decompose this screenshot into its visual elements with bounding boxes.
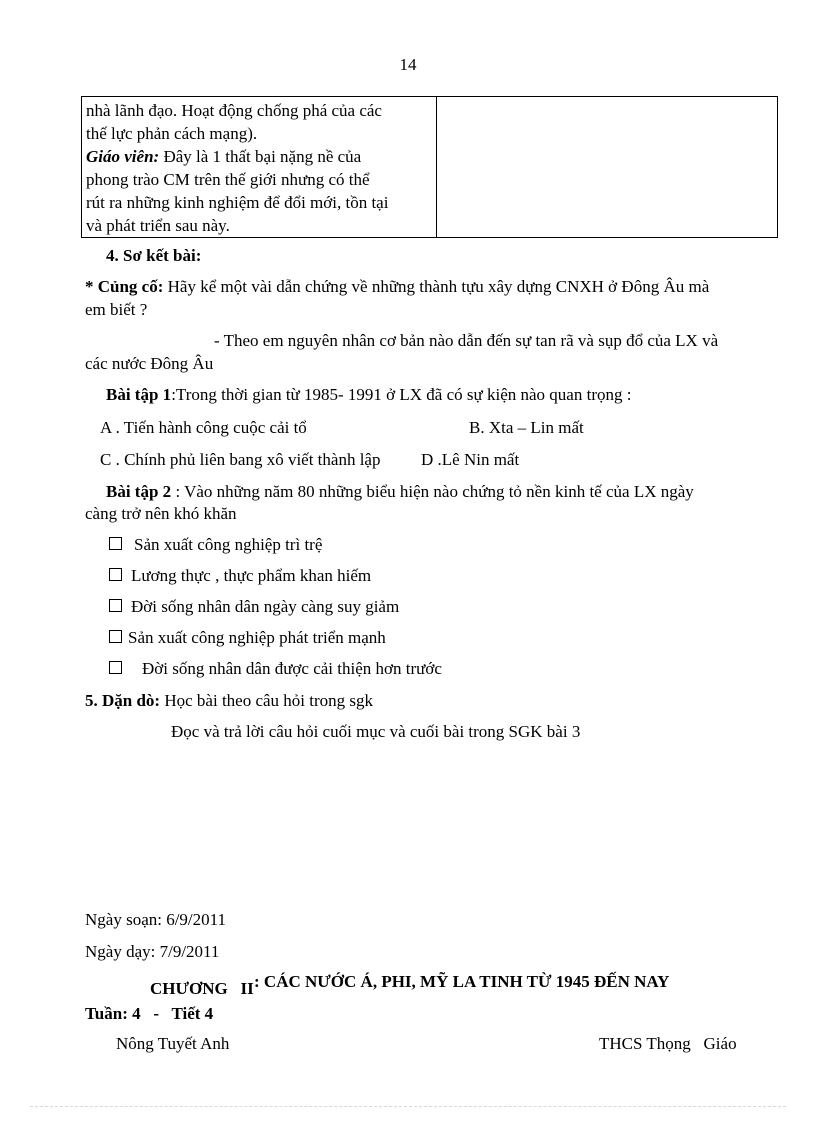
checkbox-label: Sản xuất công nghiệp phát triển mạnh [128, 628, 386, 647]
option-b: B. Xta – Lin mất [469, 418, 584, 437]
chapter-title: : CÁC NƯỚC Á, PHI, MỸ LA TINH TỪ 1945 ĐẾN NAY [254, 972, 670, 991]
exercise-2-label: Bài tập 2 [106, 482, 172, 501]
week-lesson: Tuần: 4 - Tiết 4 [85, 1004, 214, 1023]
homework-text: Học bài theo câu hỏi trong sgk [160, 691, 374, 710]
date-taught: Ngày dạy: 7/9/2011 [85, 942, 220, 961]
checkbox-item[interactable] [109, 659, 442, 679]
consolidate-text-2: em biết ? [85, 300, 148, 319]
consolidate-text: Hãy kể một vài dẫn chứng về những thành tựu xây dựng CNXH ở Đông Âu mà [163, 277, 710, 296]
table-line: rút ra những kinh nghiệm để đổi mới, tồn tại [86, 193, 389, 212]
option-c: C . Chính phủ liên bang xô viết thành lập [100, 450, 381, 469]
checkbox-square-icon[interactable] [109, 630, 122, 643]
table-left-cell [82, 97, 437, 238]
summary-heading: 4. Sơ kết bài: [106, 246, 202, 265]
question-2-line-1: - Theo em nguyên nhân cơ bản nào dẫn đến sự tan rã và sụp đổ của LX và [214, 331, 719, 350]
checkbox-item[interactable] [109, 535, 322, 555]
checkbox-label: Sản xuất công nghiệp trì trệ [134, 535, 323, 554]
checkbox-label: Đời sống nhân dân ngày càng suy giảm [131, 597, 400, 616]
checkbox-square-icon[interactable] [109, 599, 122, 612]
exercise-1-line [106, 385, 631, 405]
checkbox-square-icon[interactable] [109, 661, 122, 674]
option-a: A . Tiến hành công cuộc cải tổ [100, 418, 307, 437]
checkbox-label: Đời sống nhân dân được cải thiện hơn trước [142, 659, 442, 678]
date-prepared: Ngày soạn: 6/9/2011 [85, 910, 227, 929]
table-line: nhà lãnh đạo. Hoạt động chống phá của các [86, 101, 382, 120]
table-right-cell [437, 97, 778, 238]
checkbox-item[interactable] [109, 597, 399, 617]
exercise-2-text: : Vào những năm 80 những biểu hiện nào chứng tỏ nền kinh tế của LX ngày [171, 482, 694, 501]
homework-text-2: Đọc và trả lời câu hỏi cuối mục và cuối bài trong SGK bài 3 [171, 722, 581, 741]
consolidate-line [85, 277, 709, 297]
teacher-line [86, 145, 432, 168]
chapter-label: CHƯƠNG II [150, 979, 254, 998]
table-row [82, 97, 778, 238]
teacher-text: Đây là 1 thất bại nặng nề của [159, 147, 362, 166]
lesson-table [81, 96, 778, 238]
consolidate-label: * Củng cố: [85, 277, 164, 296]
checkbox-square-icon[interactable] [109, 537, 122, 550]
checkbox-item[interactable] [109, 628, 386, 648]
checkbox-item[interactable] [109, 566, 371, 586]
teacher-label: Giáo viên: [86, 147, 160, 166]
exercise-1-text: :Trong thời gian từ 1985- 1991 ở LX đã có sự kiện nào quan trọng : [171, 385, 632, 404]
page-number: 14 [399, 55, 417, 74]
exercise-2-text-2: càng trở nên khó khăn [85, 504, 237, 523]
table-line: và phát triển sau này. [86, 216, 230, 235]
option-d: D .Lê Nin mất [421, 450, 520, 469]
question-2-line-2: các nước Đông Âu [85, 354, 214, 373]
exercise-1-label: Bài tập 1 [106, 385, 172, 404]
footer-author: Nông Tuyết Anh [116, 1034, 230, 1053]
exercise-2-line [106, 482, 694, 502]
table-line: thế lực phản cách mạng). [86, 124, 258, 143]
homework-line [85, 691, 373, 711]
checkbox-square-icon[interactable] [109, 568, 122, 581]
footer-divider [30, 1106, 786, 1107]
checkbox-label: Lương thực , thực phẩm khan hiếm [131, 566, 372, 585]
footer-school: THCS Thọng Giáo [599, 1034, 737, 1053]
table-line: phong trào CM trên thế giới nhưng có thể [86, 170, 370, 189]
homework-label: 5. Dặn dò: [85, 691, 161, 710]
